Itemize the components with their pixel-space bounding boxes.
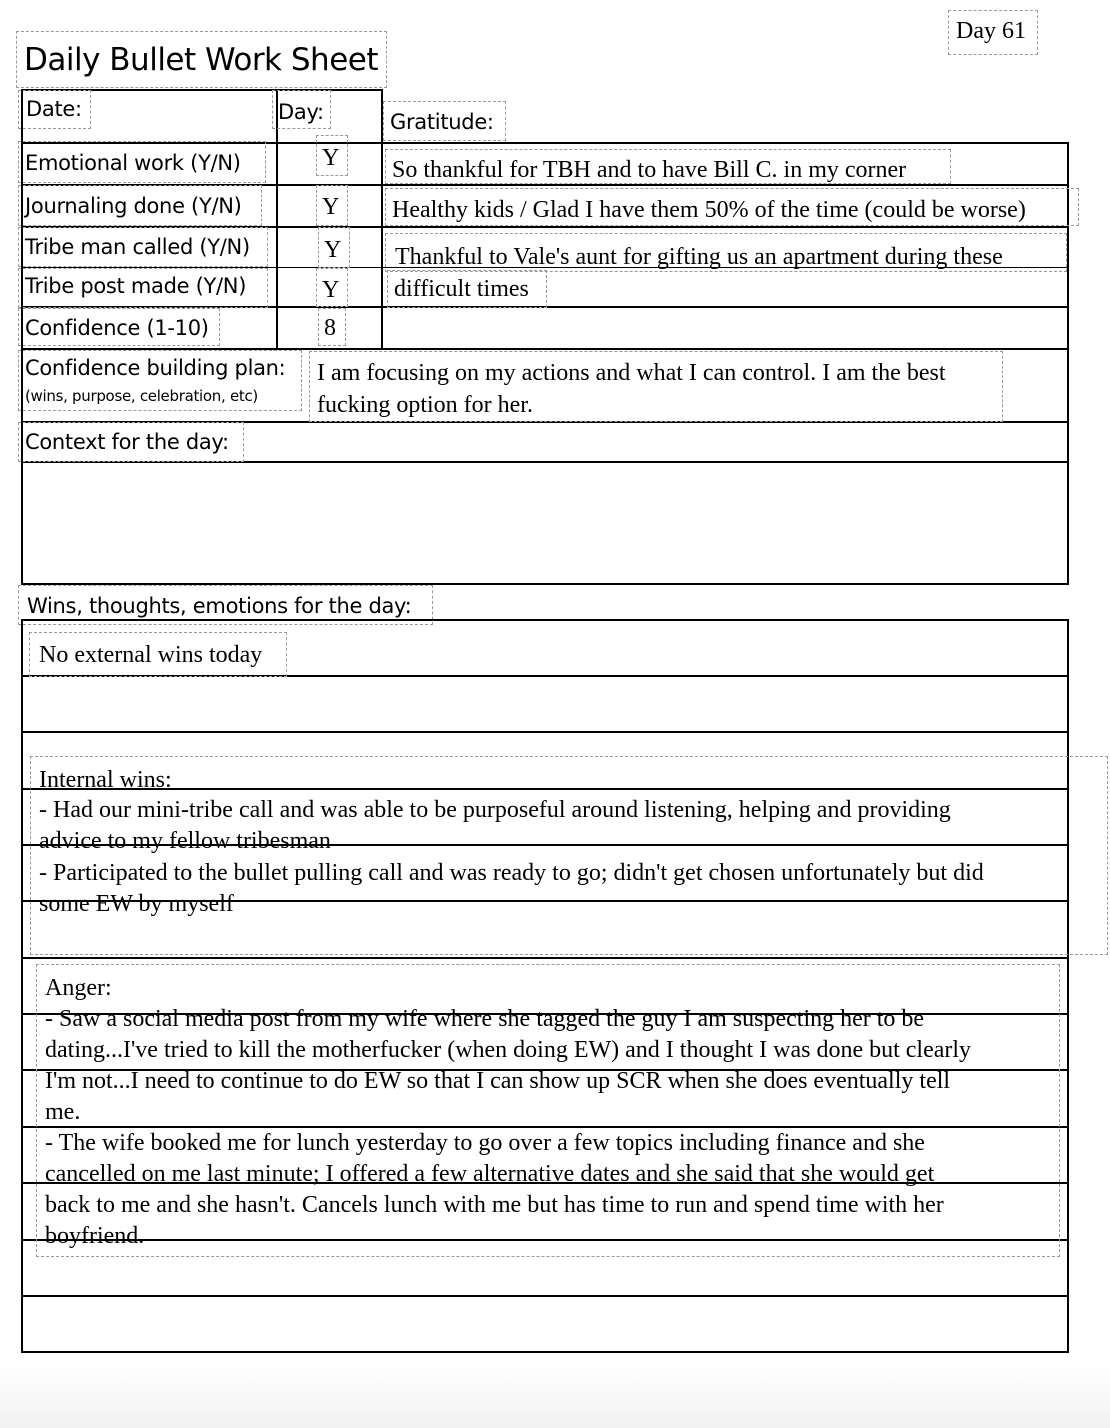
- gratitude-entry[interactable]: Thankful to Vale's aunt for gifting us an apartment during these: [395, 244, 1003, 270]
- internal-wins-box: [30, 756, 1108, 955]
- journaling-value[interactable]: Y: [322, 194, 340, 220]
- emotional-work-value[interactable]: Y: [322, 145, 340, 171]
- confidence-plan-line2[interactable]: fucking option for her.: [317, 392, 533, 418]
- tribe-post-label: Tribe post made (Y/N): [25, 274, 247, 298]
- anger-line[interactable]: - The wife booked me for lunch yesterday to go over a few topics including finance and she: [45, 1130, 925, 1156]
- day-label: Day:: [278, 100, 324, 124]
- rule: [21, 957, 1069, 959]
- date-label: Date:: [26, 97, 82, 121]
- confidence-plan-line1[interactable]: I am focusing on my actions and what I can control. I am the best: [317, 360, 946, 386]
- internal-win-item[interactable]: some EW by myself: [39, 891, 234, 917]
- gratitude-entry[interactable]: Healthy kids / Glad I have them 50% of the time (could be worse): [392, 197, 1026, 223]
- internal-wins-heading: Internal wins:: [39, 767, 172, 793]
- day-badge: Day 61: [956, 18, 1026, 44]
- internal-win-item[interactable]: - Had our mini-tribe call and was able to be purposeful around listening, helping and providing: [39, 797, 951, 823]
- tribe-call-value[interactable]: Y: [324, 237, 342, 263]
- anger-line[interactable]: cancelled on me last minute; I offered a few alternative dates and she said that she would get: [45, 1161, 935, 1187]
- confidence-plan-sublabel: (wins, purpose, celebration, etc): [25, 387, 258, 405]
- date-field[interactable]: [95, 92, 273, 140]
- anger-line[interactable]: boyfriend.: [45, 1223, 145, 1249]
- external-wins[interactable]: No external wins today: [39, 642, 263, 668]
- confidence-label: Confidence (1-10): [25, 316, 209, 340]
- rule: [21, 1295, 1069, 1297]
- emotional-work-label: Emotional work (Y/N): [25, 151, 241, 175]
- internal-win-item[interactable]: - Participated to the bullet pulling call and was ready to go; didn't get chosen unfortunately but did: [39, 860, 984, 886]
- internal-win-item[interactable]: advice to my fellow tribesman: [39, 828, 331, 854]
- anger-heading: Anger:: [45, 975, 112, 1001]
- rule: [21, 731, 1069, 733]
- wins-label: Wins, thoughts, emotions for the day:: [27, 594, 412, 618]
- anger-line[interactable]: back to me and she hasn't. Cancels lunch with me but has time to run and spend time with her: [45, 1192, 944, 1218]
- anger-line[interactable]: - Saw a social media post from my wife where she tagged the guy I am suspecting her to be: [45, 1006, 925, 1032]
- anger-line[interactable]: dating...I've tried to kill the motherfucker (when doing EW) and I thought I was done but clearly: [45, 1037, 972, 1063]
- journaling-label: Journaling done (Y/N): [25, 194, 242, 218]
- confidence-value[interactable]: 8: [324, 315, 336, 341]
- tribe-post-value[interactable]: Y: [322, 277, 340, 303]
- gratitude-entry[interactable]: difficult times: [394, 276, 529, 302]
- gratitude-label: Gratitude:: [390, 110, 494, 134]
- rule: [21, 619, 1069, 621]
- page-title: Daily Bullet Work Sheet: [24, 42, 378, 78]
- rule: [21, 619, 23, 1353]
- anger-line[interactable]: me.: [45, 1099, 81, 1125]
- rule: [21, 1351, 1069, 1353]
- tribe-call-label: Tribe man called (Y/N): [25, 235, 250, 259]
- anger-line[interactable]: I'm not...I need to continue to do EW so that I can show up SCR when she does eventually tell: [45, 1068, 951, 1094]
- context-field[interactable]: [24, 464, 1066, 582]
- gratitude-entry[interactable]: So thankful for TBH and to have Bill C. in my corner: [392, 157, 907, 183]
- confidence-plan-label: Confidence building plan:: [25, 356, 286, 380]
- rule: [1067, 619, 1069, 1353]
- context-label: Context for the day:: [25, 430, 229, 454]
- day-field[interactable]: [333, 92, 379, 140]
